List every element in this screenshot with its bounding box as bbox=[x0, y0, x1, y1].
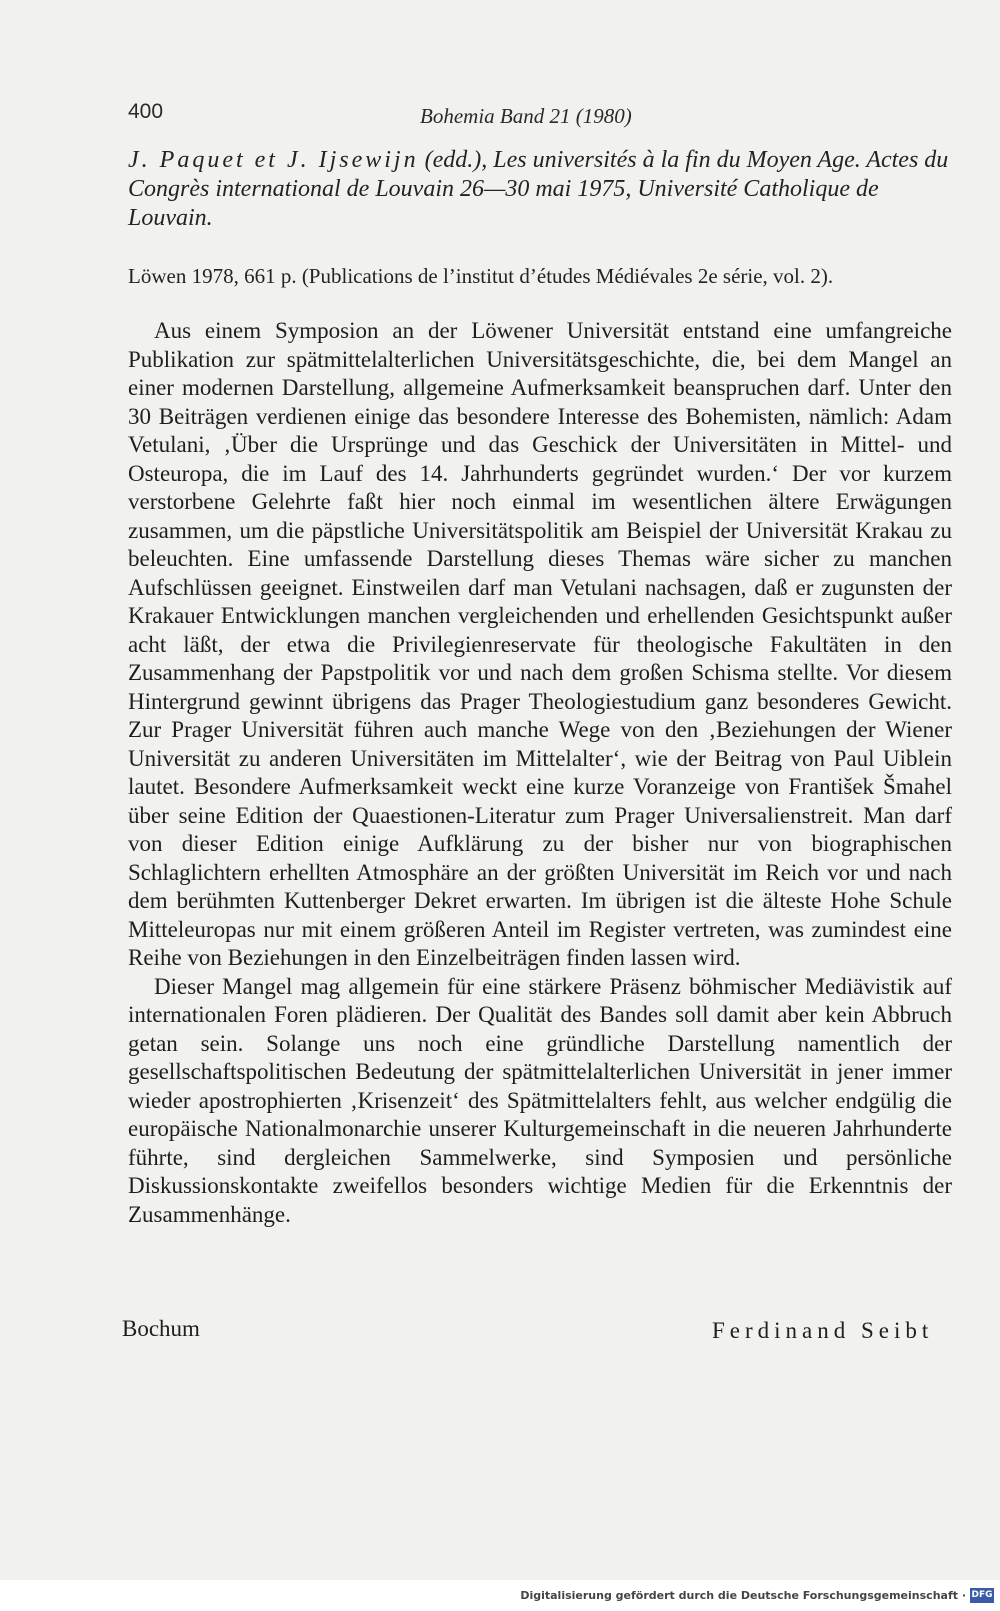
place-name: Bochum bbox=[122, 1316, 200, 1341]
digitization-footer bbox=[0, 1580, 1000, 1611]
reviewer-signature: Ferdinand Seibt bbox=[712, 1318, 934, 1343]
footer-credit: Digitalisierung gefördert durch die Deutsche Forschungsgemeinschaft · bbox=[520, 1589, 966, 1602]
citation-title: (edd.), Les universités à la fin du Moyen Age. Actes du Congrès international de Louvain 26—30 mai 1975, Université Catholique de Louvain. bbox=[128, 147, 949, 231]
citation-authors: J. Paquet et J. Ijsewijn bbox=[128, 147, 419, 173]
review-citation bbox=[128, 146, 952, 233]
review-body bbox=[128, 317, 952, 1229]
body-paragraph: Dieser Mangel mag allgemein für eine stärkere Präsenz böhmischer Mediävistik auf internationalen Foren plädieren. Der Qualität des Bandes soll damit aber kein Abbruch getan sein. Solange uns noch eine gründliche Darstellung namentlich der gesellschaftspolitischen Bedeutung der spätmittelalterlichen Universität in jener immer wieder apostrophierten ‚Krisenzeit‘ des Spätmittelalters fehlt, aus welcher endgülig die europäische Nationalmonarchie unserer Kulturgemeinschaft in die neueren Jahrhunderte führte, sind dergleichen Sammelwerke, sind Symposien und persönliche Diskussionskontakte zweifellos besonders wichtige Medien für die Erkenntnis der Zusammenhänge. bbox=[128, 973, 952, 1227]
dfg-logo-icon: DFG bbox=[970, 1588, 994, 1603]
body-paragraph: Aus einem Symposion an der Löwener Universität entstand eine umfangreiche Publikation zur spätmittelalterlichen Universitätsgeschichte, die, bei dem Mangel an einer modernen Darstellung, allgemeine Aufmerksamkeit beanspruchen darf. Unter den 30 Beiträgen verdienen einige das besondere Interesse des Bohemisten, nämlich: Adam Vetulani, ‚Über die Ursprünge und das Geschick der Universitäten in Mittel- und Osteuropa, die im Lauf des 14. Jahrhunderts gegründet wurden.‘ Der vor kurzem verstorbene Gelehrte faßt hier noch einmal im wesentlichen ältere Erwägungen zusammen, um die päpstliche Universitätspolitik am Beispiel der Universität Krakau zu beleuchten. Eine umfassende Darstellung dieses Themas wäre sicher zu manchen Aufschlüssen geeignet. Einstweilen darf man Vetulani nachsagen, daß er zugunsten der Krakauer Entwicklungen manchen vergleichenden und erhellenden Gesichtspunkt außer acht läßt, der etwa die Privilegienreservate für theologische Fakultäten in den Zusammenhang der Papstpolitik vor und nach dem großen Schisma stellte. Vor diesem Hintergrund gewinnt übrigens das Prager Theologiestudium ganz besonderes Gewicht. Zur Prager Universität führen auch manche Wege von den ‚Beziehungen der Wiener Universität zu anderen Universitäten im Mittelalter‘, wie der Beitrag von Paul Uiblein lautet. Besondere Aufmerksamkeit weckt eine kurze Voranzeige von František Šmahel über seine Edition der Quaestionen-Literatur zum Prager Universalienstreit. Man darf von dieser Edition einige Aufklärung zu der bisher nur von biographischen Schlaglichtern erhellten Atmosphäre an der größten Universität im Reich vor und nach dem berühmten Kuttenberger Dekret erwarten. Im übrigen ist die älteste Hohe Schule Mitteleuropas nur mit einem größeren Anteil im Register vertreten, was zumindest eine Reihe von Beziehungen in den Einzelbeiträgen finden lassen wird. bbox=[128, 318, 952, 970]
running-head: Bohemia Band 21 (1980) bbox=[420, 104, 632, 128]
page-number: 400 bbox=[128, 100, 164, 123]
publication-info: Löwen 1978, 661 p. (Publications de l’institut d’études Médiévales 2e série, vol. 2). bbox=[128, 264, 834, 288]
